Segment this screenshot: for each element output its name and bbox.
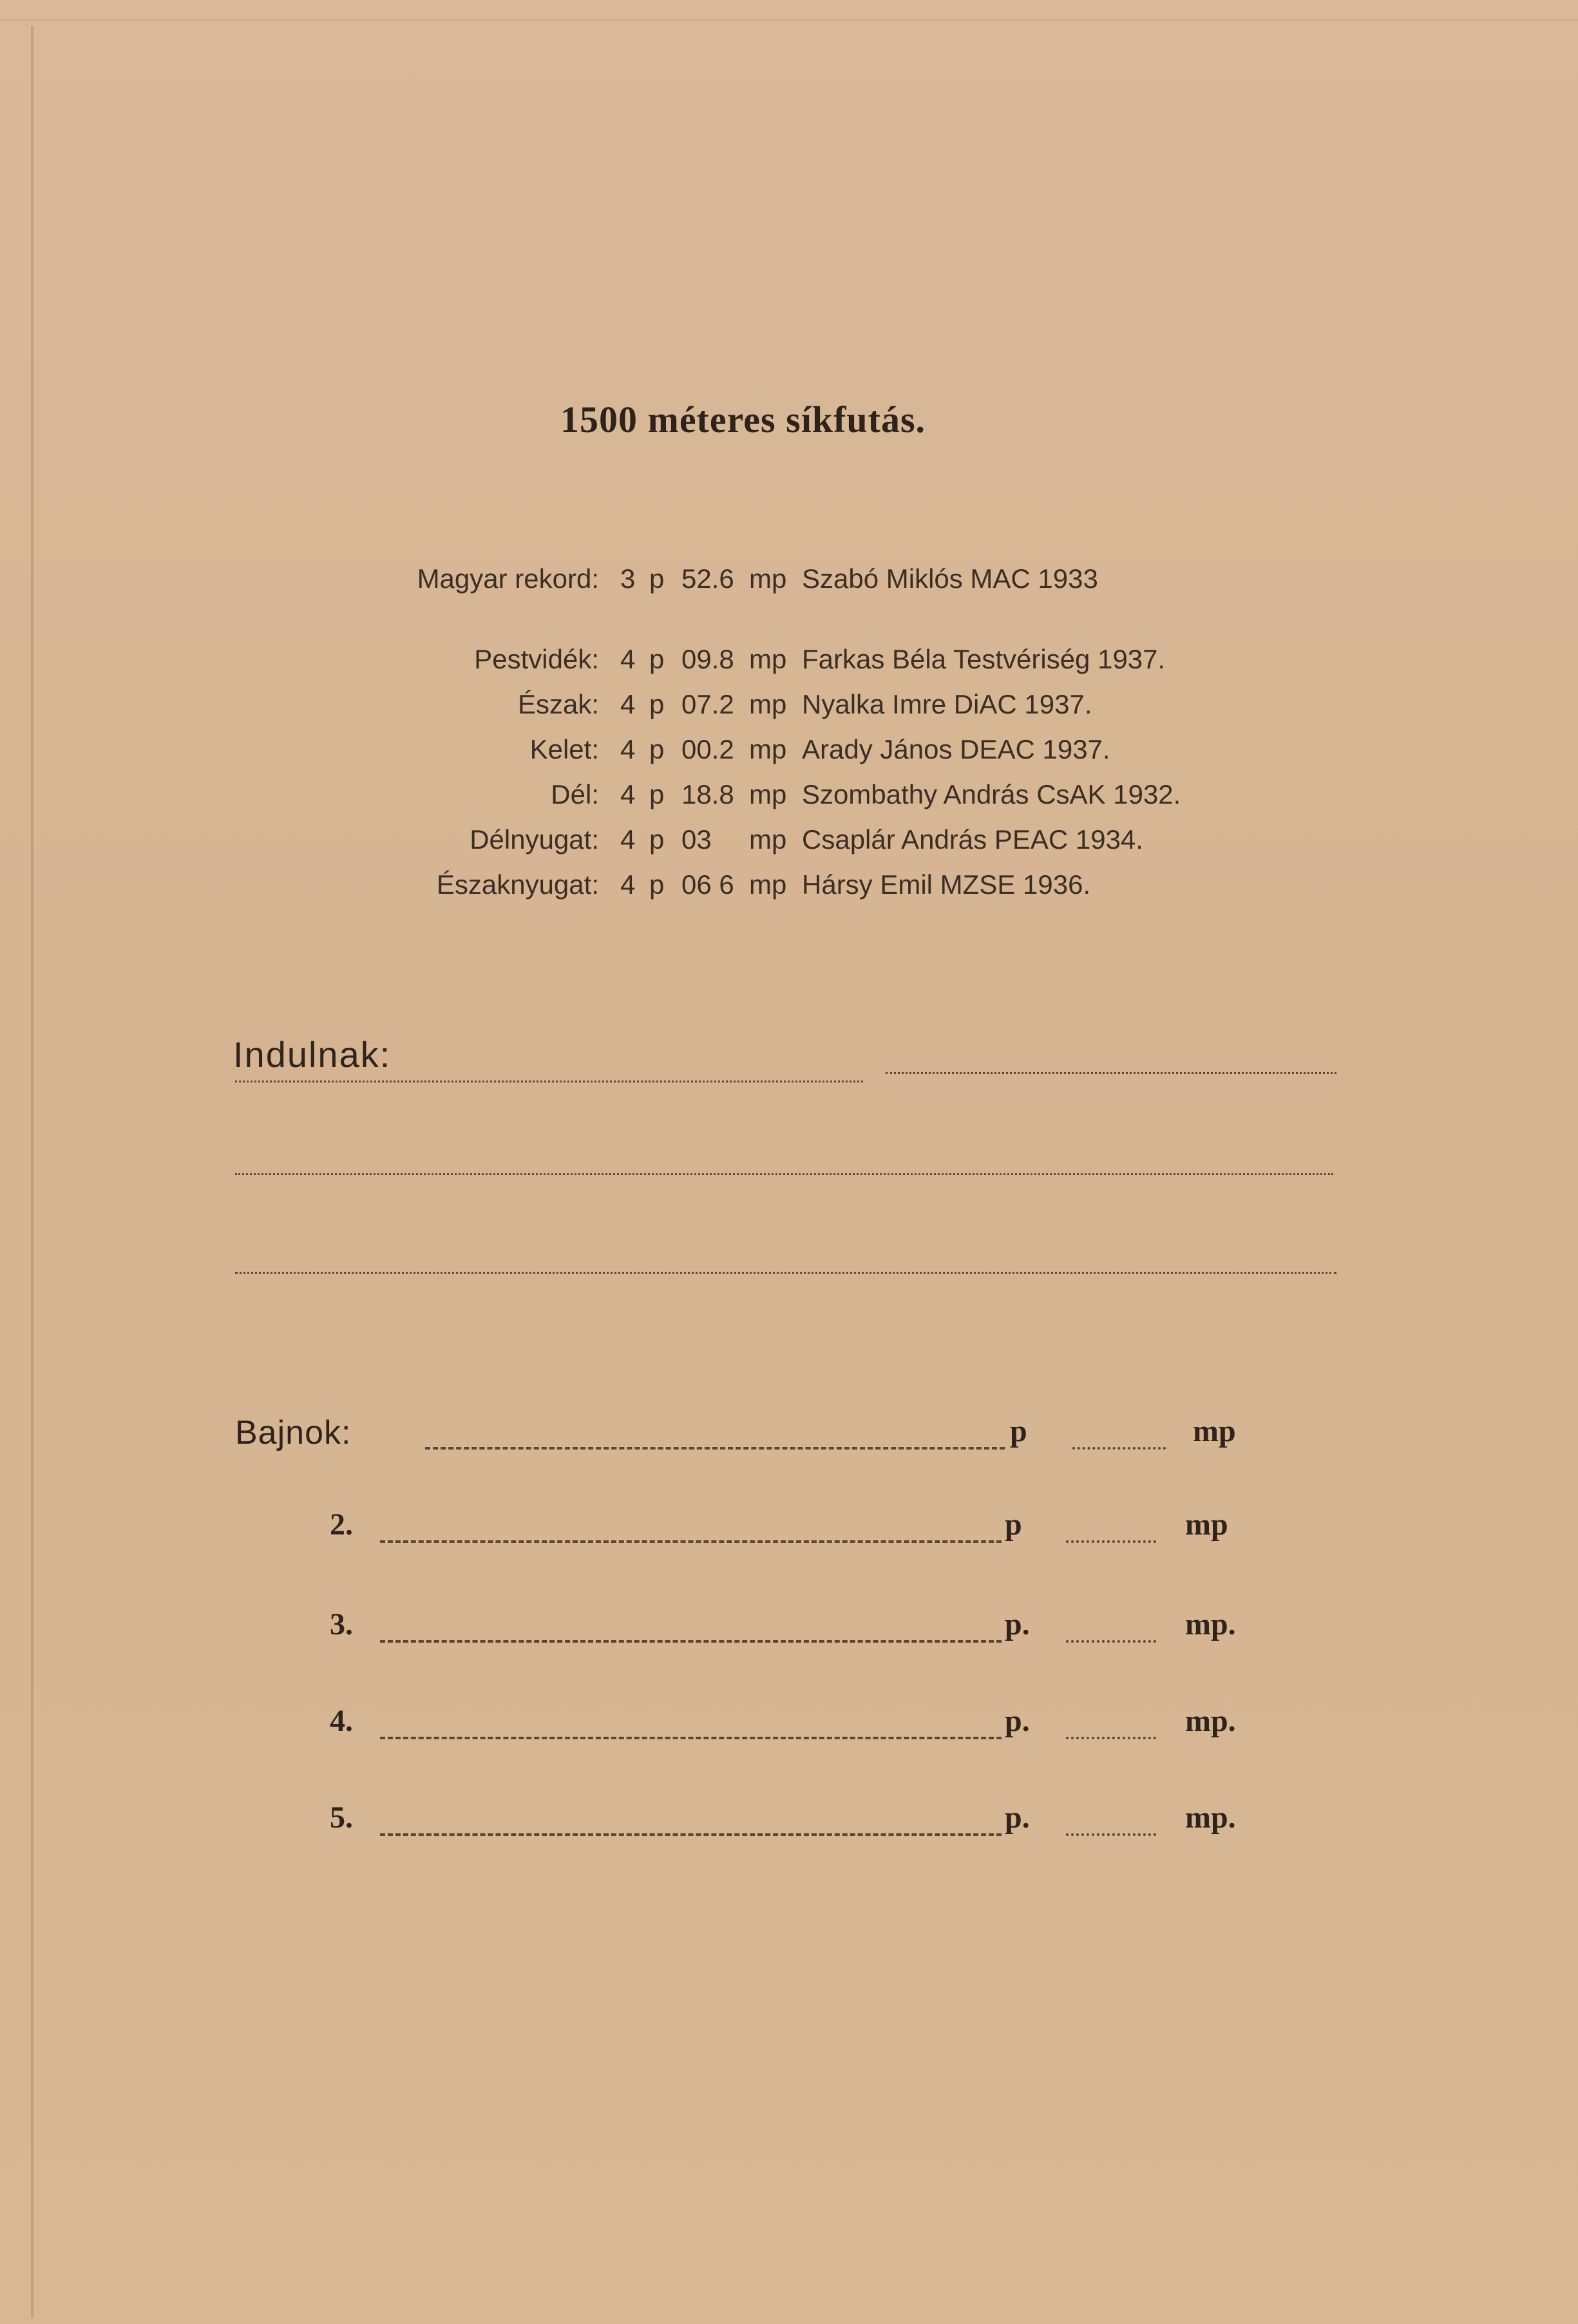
result-seconds-field[interactable]	[1066, 1640, 1156, 1643]
entrants-line-1a[interactable]	[235, 1081, 863, 1082]
record-holder: Szabó Miklós MAC 1933	[802, 563, 1098, 594]
record-sec-unit: mp	[749, 563, 787, 594]
result-row-3	[0, 1607, 1578, 1658]
record-min-unit: p	[649, 563, 665, 594]
record-holder: Arady János DEAC 1937.	[802, 734, 1110, 764]
record-label: Észak:	[517, 689, 599, 719]
record-minutes: 4	[620, 734, 636, 764]
record-minutes: 4	[620, 779, 636, 809]
record-min-unit: p	[649, 689, 665, 719]
record-minutes: 3	[620, 563, 636, 594]
record-sec-unit: mp	[749, 869, 787, 900]
result-sec-unit: mp.	[1185, 1800, 1236, 1835]
result-sec-unit: mp.	[1185, 1607, 1236, 1641]
result-seconds-field[interactable]	[1066, 1737, 1156, 1739]
record-label: Északnyugat:	[436, 869, 599, 900]
result-min-unit: p.	[1005, 1704, 1030, 1738]
result-row-4	[0, 1703, 1578, 1755]
record-sec-unit: mp	[749, 689, 787, 719]
record-holder: Nyalka Imre DiAC 1937.	[802, 689, 1092, 719]
entrants-line-2[interactable]	[235, 1173, 1333, 1175]
result-seconds-field[interactable]	[1066, 1833, 1156, 1836]
regional-record-row	[0, 824, 1578, 863]
result-row-2	[0, 1507, 1578, 1558]
record-label: Dél:	[551, 779, 599, 809]
result-min-unit: p	[1010, 1414, 1027, 1448]
regional-record-row	[0, 869, 1578, 908]
regional-record-row	[0, 734, 1578, 773]
record-label: Kelet:	[529, 734, 599, 764]
result-sec-unit: mp.	[1185, 1704, 1236, 1738]
result-minutes-field[interactable]	[380, 1540, 1002, 1543]
record-minutes: 4	[620, 869, 636, 900]
result-minutes-field[interactable]	[380, 1737, 1002, 1739]
regional-record-row	[0, 779, 1578, 818]
entrants-line-3[interactable]	[235, 1272, 1336, 1274]
record-minutes: 4	[620, 824, 636, 855]
record-holder: Csaplár András PEAC 1934.	[802, 824, 1143, 855]
record-holder: Szombathy András CsAK 1932.	[802, 779, 1181, 809]
record-min-unit: p	[649, 734, 665, 764]
record-label: Délnyugat:	[470, 824, 599, 855]
result-label: 3.	[330, 1607, 353, 1641]
result-label: 5.	[330, 1800, 353, 1835]
entrants-label: Indulnak:	[233, 1034, 392, 1075]
record-label: Magyar rekord:	[417, 563, 599, 594]
record-sec-unit: mp	[749, 734, 787, 764]
result-sec-unit: mp	[1185, 1507, 1228, 1542]
record-min-unit: p	[649, 869, 665, 900]
regional-record-row	[0, 689, 1578, 728]
result-seconds-field[interactable]	[1066, 1540, 1156, 1543]
result-seconds-field[interactable]	[1072, 1447, 1166, 1450]
record-holder: Farkas Béla Testvériség 1937.	[802, 644, 1166, 674]
result-min-unit: p.	[1005, 1800, 1030, 1835]
record-minutes: 4	[620, 644, 636, 674]
result-label: Bajnok:	[235, 1414, 352, 1451]
result-row-1	[0, 1413, 1578, 1465]
record-seconds: 06 6	[681, 869, 734, 900]
record-min-unit: p	[649, 644, 665, 674]
result-min-unit: p	[1005, 1507, 1022, 1542]
page-top-crease	[0, 19, 1578, 21]
record-seconds: 03	[681, 824, 712, 855]
record-sec-unit: mp	[749, 644, 787, 674]
result-row-5	[0, 1800, 1578, 1851]
result-minutes-field[interactable]	[380, 1640, 1002, 1643]
page-edge-shadow	[31, 26, 33, 2318]
national-record-row	[0, 563, 1578, 602]
result-label: 2.	[330, 1507, 353, 1542]
regional-record-row	[0, 644, 1578, 683]
record-holder: Hársy Emil MZSE 1936.	[802, 869, 1091, 900]
result-min-unit: p.	[1005, 1607, 1030, 1641]
record-seconds: 18.8	[681, 779, 734, 809]
record-seconds: 09.8	[681, 644, 734, 674]
result-sec-unit: mp	[1193, 1414, 1236, 1448]
record-sec-unit: mp	[749, 779, 787, 809]
entrants-line-1b[interactable]	[886, 1072, 1336, 1074]
record-seconds: 00.2	[681, 734, 734, 764]
record-label: Pestvidék:	[474, 644, 599, 674]
record-sec-unit: mp	[749, 824, 787, 855]
record-seconds: 07.2	[681, 689, 734, 719]
record-min-unit: p	[649, 779, 665, 809]
record-min-unit: p	[649, 824, 665, 855]
result-minutes-field[interactable]	[425, 1447, 1005, 1450]
result-label: 4.	[330, 1704, 353, 1738]
record-seconds: 52.6	[681, 563, 734, 594]
record-minutes: 4	[620, 689, 636, 719]
page-title: 1500 méteres síkfutás.	[560, 399, 926, 440]
result-minutes-field[interactable]	[380, 1833, 1002, 1836]
